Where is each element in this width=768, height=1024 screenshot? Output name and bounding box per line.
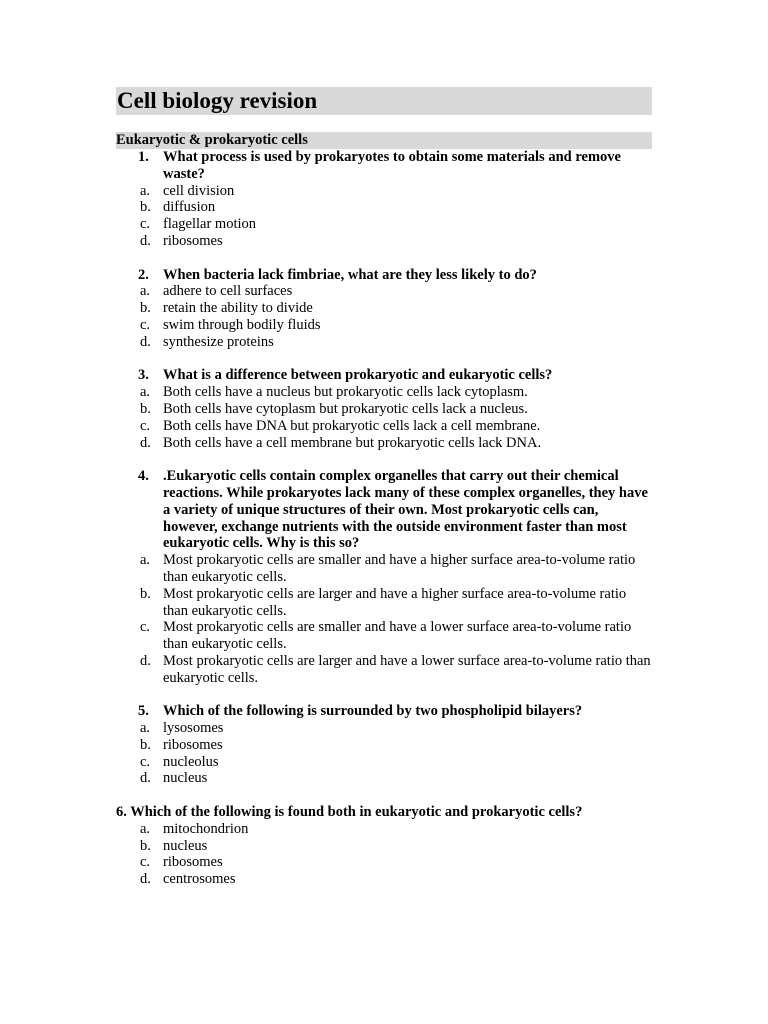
question [116, 267, 652, 284]
blank-line [116, 250, 652, 267]
answer-option [116, 653, 652, 687]
option-letter: d. [140, 770, 151, 787]
option-text: Both cells have a cell membrane but prokaryotic cells lack DNA. [163, 434, 542, 451]
option-text: ribosomes [163, 736, 223, 753]
answer-option [116, 871, 652, 888]
question-number: 1. [138, 149, 149, 165]
option-text: Both cells have a nucleus but prokaryotic cells lack cytoplasm. [163, 384, 528, 401]
option-text: Most prokaryotic cells are larger and have a higher surface area-to-volume ratio than eukaryotic cells. [163, 585, 627, 619]
question-number: 2. [138, 266, 149, 283]
option-text: ribosomes [163, 854, 223, 871]
option-letter: c. [140, 619, 151, 636]
answer-option [116, 283, 652, 300]
answer-option [116, 418, 652, 435]
answer-option [116, 552, 652, 586]
option-letter: d. [140, 652, 151, 669]
option-text: nucleus [163, 770, 208, 787]
option-letter: b. [140, 837, 151, 854]
option-letter: a. [140, 552, 151, 569]
blank-line [116, 451, 652, 468]
option-letter: a. [140, 720, 151, 737]
answer-option [116, 619, 652, 653]
option-letter: b. [140, 585, 151, 602]
option-text: retain the ability to divide [163, 300, 313, 317]
option-text: Most prokaryotic cells are smaller and have a lower surface area-to-volume ratio than eukaryotic cells. [163, 619, 632, 653]
option-text: centrosomes [163, 871, 236, 888]
option-letter: b. [140, 300, 151, 317]
question-text: What is a difference between prokaryotic and eukaryotic cells? [163, 367, 553, 384]
question [116, 703, 652, 720]
option-letter: a. [140, 283, 151, 300]
question [116, 468, 652, 552]
question-text: Which of the following is surrounded by two phospholipid bilayers? [163, 703, 583, 720]
option-text: diffusion [163, 199, 216, 216]
option-letter: d. [140, 871, 151, 888]
option-text: nucleus [163, 837, 208, 854]
blank-line [116, 787, 652, 804]
answer-option [116, 233, 652, 250]
answer-option [116, 216, 652, 233]
option-text: Both cells have cytoplasm but prokaryotic cells lack a nucleus. [163, 400, 528, 417]
option-text: Most prokaryotic cells are smaller and have a higher surface area-to-volume ratio than eukaryotic cells. [163, 552, 636, 585]
answer-option [116, 737, 652, 754]
answer-option [116, 854, 652, 871]
option-text: Both cells have DNA but prokaryotic cells lack a cell membrane. [163, 417, 541, 434]
option-letter: b. [140, 400, 151, 417]
option-text: nucleolus [163, 753, 219, 770]
option-text: adhere to cell surfaces [163, 283, 293, 300]
question-number: 5. [138, 703, 149, 720]
answer-option [116, 300, 652, 317]
section-heading: Eukaryotic & prokaryotic cells [116, 132, 652, 149]
option-text: lysosomes [163, 720, 224, 737]
answer-option [116, 770, 652, 787]
answer-option [116, 754, 652, 771]
question-text: When bacteria lack fimbriae, what are they less likely to do? [163, 266, 537, 283]
option-letter: b. [140, 199, 151, 216]
document-page [116, 87, 652, 888]
blank-line [116, 351, 652, 368]
question-block [116, 468, 652, 686]
option-letter: c. [140, 316, 151, 333]
blank-line [116, 687, 652, 704]
answer-option [116, 838, 652, 855]
answer-option [116, 317, 652, 334]
answer-option [116, 334, 652, 351]
option-text: mitochondrion [163, 820, 249, 837]
option-letter: d. [140, 434, 151, 451]
question-text: 6. Which of the following is found both in eukaryotic and prokaryotic cells? [116, 804, 583, 821]
option-letter: a. [140, 384, 151, 401]
answer-option [116, 401, 652, 418]
answer-option [116, 821, 652, 838]
answer-option [116, 720, 652, 737]
option-letter: c. [140, 753, 151, 770]
page-title: Cell biology revision [116, 87, 652, 115]
option-letter: a. [140, 182, 151, 199]
option-text: cell division [163, 182, 235, 199]
answer-option [116, 435, 652, 452]
question-block [116, 804, 652, 888]
option-letter: b. [140, 736, 151, 753]
question [116, 367, 652, 384]
option-text: Most prokaryotic cells are larger and have a lower surface area-to-volume ratio than eukaryotic cells. [163, 652, 651, 686]
answer-option [116, 384, 652, 401]
question-number: 3. [138, 367, 149, 384]
option-letter: d. [140, 232, 151, 249]
question-block [116, 367, 652, 451]
question-block [116, 149, 652, 250]
option-text: flagellar motion [163, 216, 257, 233]
question-text: .Eukaryotic cells contain complex organelles that carry out their chemical reactions. While prokaryotes lack many of these complex organelles, they have a variety of unique structures of their own. Most prokaryotic cells can, however, exchange nutrients with the outside environment faster than most eukaryotic cells. Why is this so? [163, 468, 648, 552]
answer-option [116, 586, 652, 620]
option-text: ribosomes [163, 232, 223, 249]
question-number: 4. [138, 468, 149, 485]
option-text: swim through bodily fluids [163, 316, 321, 333]
question-block [116, 267, 652, 351]
option-letter: a. [140, 820, 151, 837]
answer-option [116, 183, 652, 200]
question-block [116, 703, 652, 787]
option-letter: d. [140, 333, 151, 350]
option-letter: c. [140, 216, 151, 233]
question [116, 149, 652, 183]
option-letter: c. [140, 854, 151, 871]
answer-option [116, 199, 652, 216]
question-text: What process is used by prokaryotes to obtain some materials and remove waste? [163, 149, 621, 182]
option-text: synthesize proteins [163, 333, 274, 350]
option-letter: c. [140, 417, 151, 434]
